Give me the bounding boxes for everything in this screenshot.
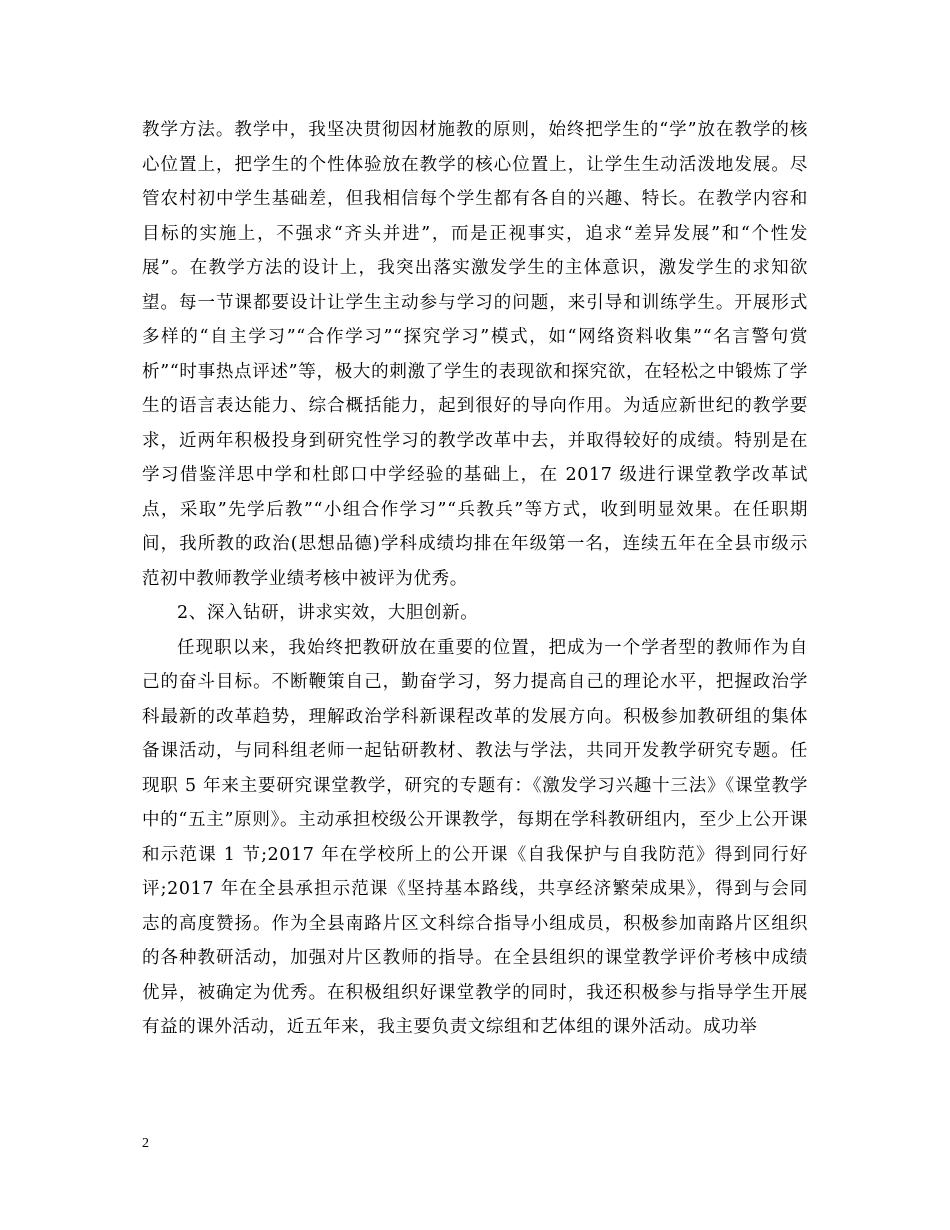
- paragraph-research: 任现职以来，我始终把教研放在重要的位置，把成为一个学者型的教师作为自己的奋斗目标。不断鞭策自己，勤奋学习，努力提高自己的理论水平，把握政治学科最新的改革趋势，理解政治学科新课程改革的发展方向。积极参加教研组的集体备课活动，与同科组老师一起钻研教材、教法与学法，共同开发教学研究专题。任现职 5 年来主要研究课堂教学，研究的专题有：《激发学习兴趣十三法》《课堂教学中的“五主”原则》。主动承担校级公开课教学，每期在学科教研组内，至少上公开课和示范课 1 节;2017 年在学校所上的公开课《自我保护与自我防范》得到同行好评;2017 年在全县承担示范课《坚持基本路线，共享经济繁荣成果》，得到与会同志的高度赞扬。作为全县南路片区文科综合指导小组成员，积极参加南路片区组织的各种教研活动，加强对片区教师的指导。在全县组织的课堂教学评价考核中成绩优异，被确定为优秀。在积极组织好课堂教学的同时，我还积极参与指导学生开展有益的课外活动，近五年来，我主要负责文综组和艺体组的课外活动。成功举: [142, 637, 808, 1037]
- paragraph-teaching-methods: 教学方法。教学中，我坚决贯彻因材施教的原则，始终把学生的“学”放在教学的核心位置上，把学生的个性体验放在教学的核心位置上，让学生生动活泼地发展。尽管农村初中学生基础差，但我相信每个学生都有各自的兴趣、特长。在教学内容和目标的实施上，不强求“齐头并进”，而是正视事实，追求“差异发展”和“个性发展”。在教学方法的设计上，我突出落实激发学生的主体意识，激发学生的求知欲望。每一节课都要设计让学生主动参与学习的问题，来引导和训练学生。开展形式多样的“自主学习”“合作学习”“探究学习”模式，如“网络资料收集”“名言警句赏析”“时事热点评述”等，极大的刺激了学生的表现欲和探究欲，在轻松之中锻炼了学生的语言表达能力、综合概括能力，起到很好的导向作用。为适应新世纪的教学要求，近两年积极投身到研究性学习的教学改革中去，并取得较好的成绩。特别是在学习借鉴洋思中学和杜郎口中学经验的基础上，在 2017 级进行课堂教学改革试点，采取”先学后教”“小组合作学习”“兵教兵”等方式，收到明显效果。在任职期间，我所教的政治(思想品德)学科成绩均排在年级第一名，连续五年在全县市级示范初中教师教学业绩考核中被评为优秀。: [142, 120, 808, 589]
- page-number: 2: [142, 1136, 149, 1151]
- section-heading-research: 2、深入钻研，讲求实效，大胆创新。: [177, 603, 479, 623]
- body-text: [142, 113, 808, 1045]
